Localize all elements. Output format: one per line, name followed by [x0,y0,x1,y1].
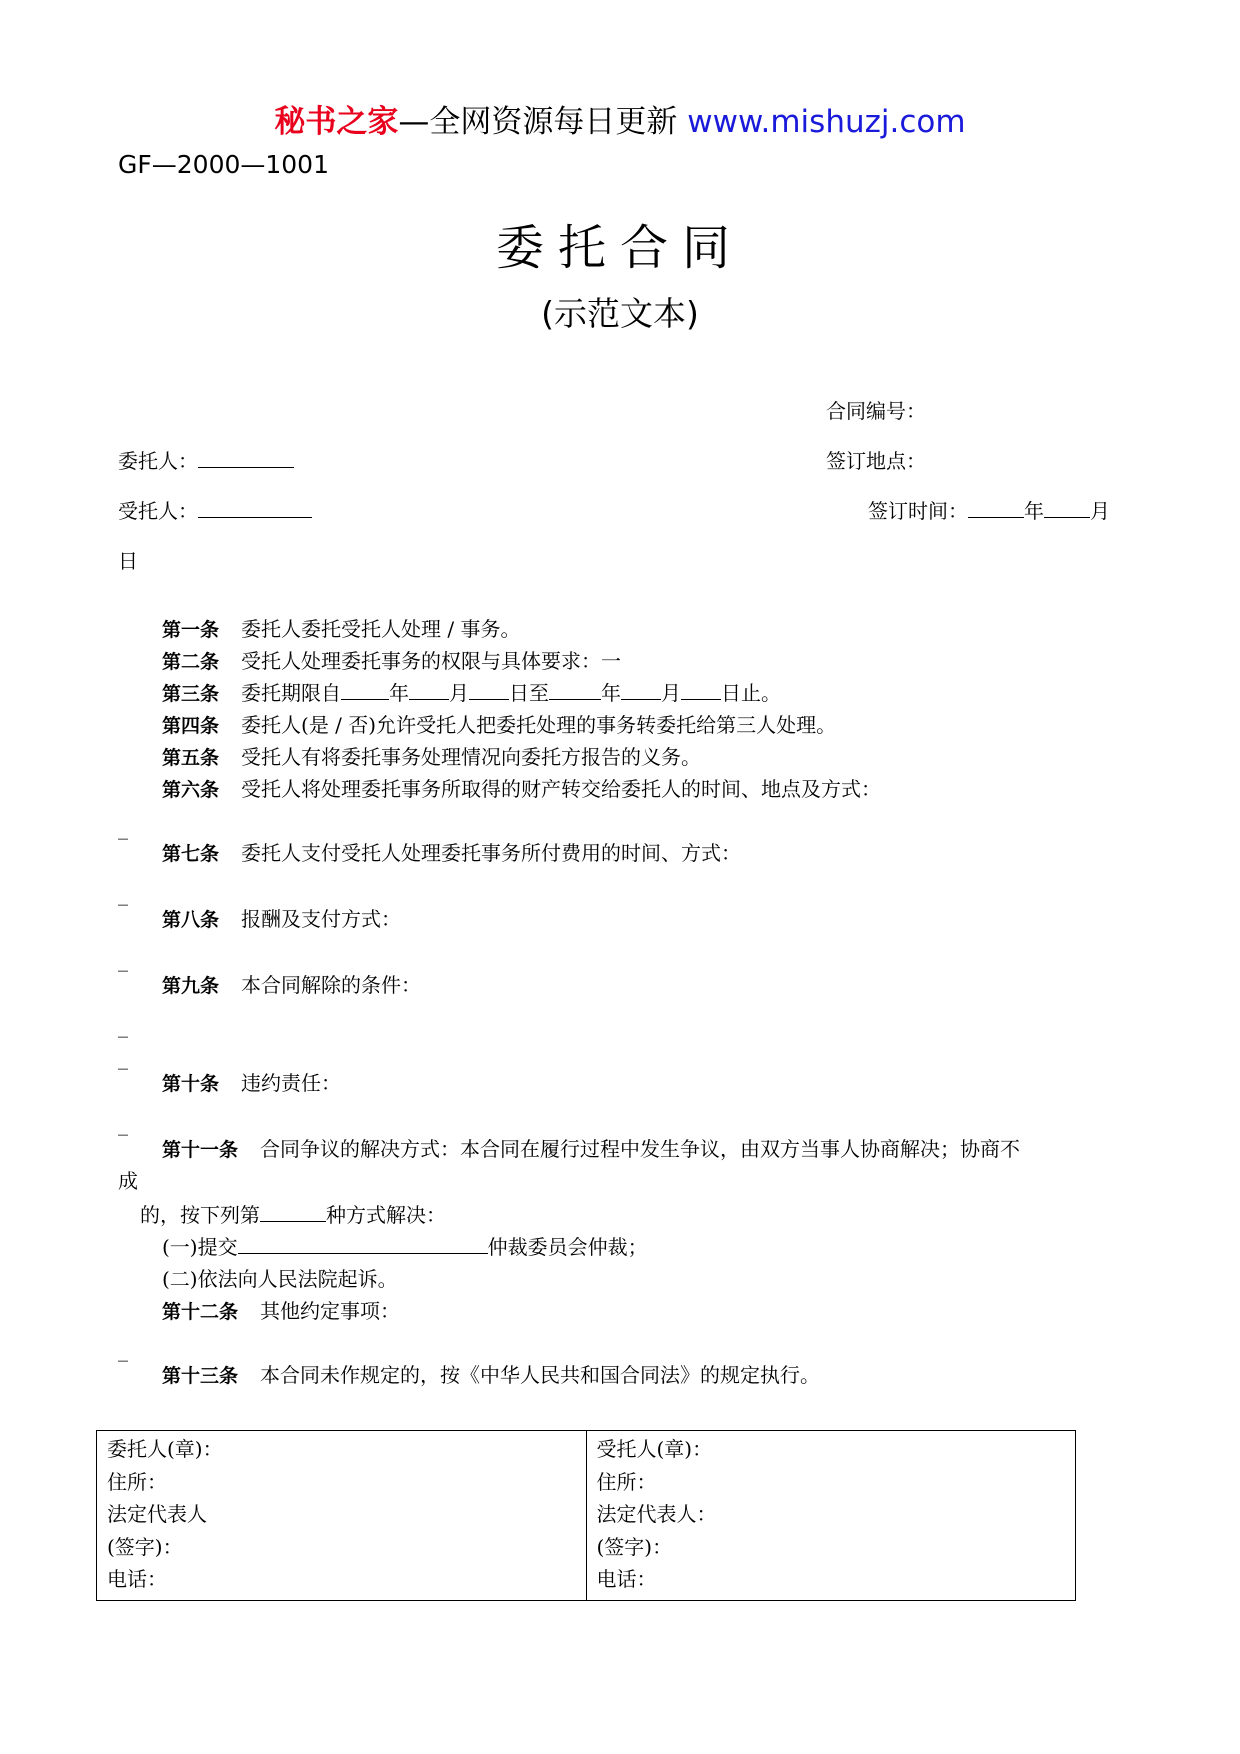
article-9 [162,970,421,1001]
term-year-unit: 年 [389,681,410,705]
article-number: 第十条 [162,1073,220,1095]
blank-line-dash: _ [118,1014,128,1038]
term-start-year-blank[interactable] [341,679,389,700]
term-month-unit: 月 [449,681,470,705]
document-title: 委托合同 [495,220,744,276]
agent-seal-label: 受托人(章)： [596,1437,713,1461]
arbitration-commission-blank[interactable] [238,1233,488,1254]
principal-seal-label: 委托人(章)： [107,1437,223,1461]
article-text: 本合同未作规定的，按《中华人民共和国合同法》的规定执行。 [260,1363,821,1387]
signature-table [96,1430,1076,1601]
article-8 [162,904,401,935]
document-code: GF—2000—1001 [118,150,329,179]
term-month-unit-2: 月 [661,681,682,705]
article-text: 受托人处理委托事务的权限与具体要求：一 [241,649,622,673]
sign-year-unit: 年 [1024,499,1044,523]
principal-signature-label: (签字)： [107,1534,183,1559]
article-10 [162,1068,341,1099]
agent-signature-label: (签字)： [596,1534,673,1559]
term-end-label: 日止。 [721,681,782,705]
document-subtitle: (示范文本) [541,294,699,333]
article-text: 其他约定事项： [260,1299,401,1323]
agent-blank[interactable] [198,497,312,518]
article-text: 委托人(是 / 否)允许受托人把委托处理的事务转委托给第三人处理。 [241,713,837,737]
sign-time-label: 签订时间： [868,499,968,523]
article-13 [162,1360,820,1391]
term-end-year-blank[interactable] [549,679,601,700]
article-6 [162,774,881,805]
article-11-continuation: 成 [118,1169,138,1193]
article-3 [162,678,781,709]
arbitration-prefix: (一)提交 [162,1235,238,1259]
sign-time-field [868,496,1110,526]
article-number: 第二条 [162,651,220,673]
term-end-day-blank[interactable] [681,679,721,700]
banner-slogan: —全网资源每日更新 [398,104,678,140]
article-5 [162,742,701,773]
blank-line-dash: _ [118,816,128,840]
agent-signature-cell [586,1431,1076,1601]
article-number: 第九条 [162,975,220,997]
article-number: 第五条 [162,747,220,769]
dispute-method-blank[interactable] [260,1201,326,1222]
article-number: 第十二条 [162,1301,239,1323]
term-year-unit-2: 年 [601,681,622,705]
dispute-method-line [140,1200,446,1230]
article-number: 第十一条 [162,1139,239,1161]
agent-address-label: 住所： [596,1469,657,1494]
sign-place-label: 签订地点： [826,449,926,473]
principal-address-label: 住所： [107,1469,167,1494]
principal-label: 委托人： [118,449,198,473]
article-number: 第四条 [162,715,220,737]
arbitration-suffix: 仲裁委员会仲裁； [487,1235,648,1259]
article-number: 第七条 [162,843,220,865]
term-start-month-blank[interactable] [409,679,449,700]
term-end-month-blank[interactable] [621,679,661,700]
article-text: 委托人委托受托人处理 / 事务。 [241,617,521,641]
blank-line-dash: _ [118,1338,128,1362]
article-text: 委托人支付受托人处理委托事务所付费用的时间、方式： [241,841,742,865]
principal-phone-label: 电话： [107,1567,167,1591]
agent-label: 受托人： [118,499,198,523]
article-number: 第十三条 [162,1365,239,1387]
article-text: 本合同解除的条件： [241,973,422,997]
dispute-option-court: (二)依法向人民法院起诉。 [162,1267,398,1291]
term-to-label: 日至 [509,681,550,705]
blank-line-dash: _ [118,1046,128,1070]
article-number: 第八条 [162,909,220,931]
dispute-method-suffix: 种方式解决： [326,1203,446,1227]
article-number: 第一条 [162,619,220,641]
blank-line-dash: _ [118,1112,128,1136]
principal-signature-cell [97,1431,587,1601]
article-12 [162,1296,400,1327]
article-number: 第三条 [162,683,220,705]
article-11 [162,1134,1020,1165]
blank-line-dash: _ [118,882,128,906]
term-start-day-blank[interactable] [469,679,509,700]
article-4 [162,710,836,741]
term-from-label: 委托期限自 [241,681,342,705]
banner-brand: 秘书之家 [274,104,399,140]
principal-legal-rep-label: 法定代表人 [107,1502,207,1526]
article-number: 第六条 [162,779,220,801]
site-banner [0,100,1240,144]
principal-blank[interactable] [198,447,294,468]
sign-day-unit: 日 [118,549,138,573]
dispute-method-prefix: 的，按下列第 [140,1203,260,1227]
article-text: 受托人将处理委托事务所取得的财产转交给委托人的时间、地点及方式： [241,777,882,801]
agent-legal-rep-label: 法定代表人： [596,1502,717,1526]
sign-month-unit: 月 [1090,499,1110,523]
article-text: 受托人有将委托事务处理情况向委托方报告的义务。 [241,745,702,769]
principal-field [118,446,294,476]
article-7 [162,838,741,869]
article-text: 违约责任： [241,1071,342,1095]
article-2 [162,646,621,677]
agent-field [118,496,312,526]
dispute-option-arbitration [162,1232,648,1262]
sign-month-blank[interactable] [1044,497,1090,518]
article-text: 报酬及支付方式： [241,907,402,931]
banner-url-link[interactable]: www.mishuzj.com [687,104,966,140]
contract-number-label: 合同编号： [826,399,926,423]
sign-year-blank[interactable] [968,497,1024,518]
article-1 [162,614,520,645]
agent-phone-label: 电话： [596,1567,657,1591]
article-text: 合同争议的解决方式：本合同在履行过程中发生争议，由双方当事人协商解决；协商不 [260,1137,1021,1161]
blank-line-dash: _ [118,948,128,972]
